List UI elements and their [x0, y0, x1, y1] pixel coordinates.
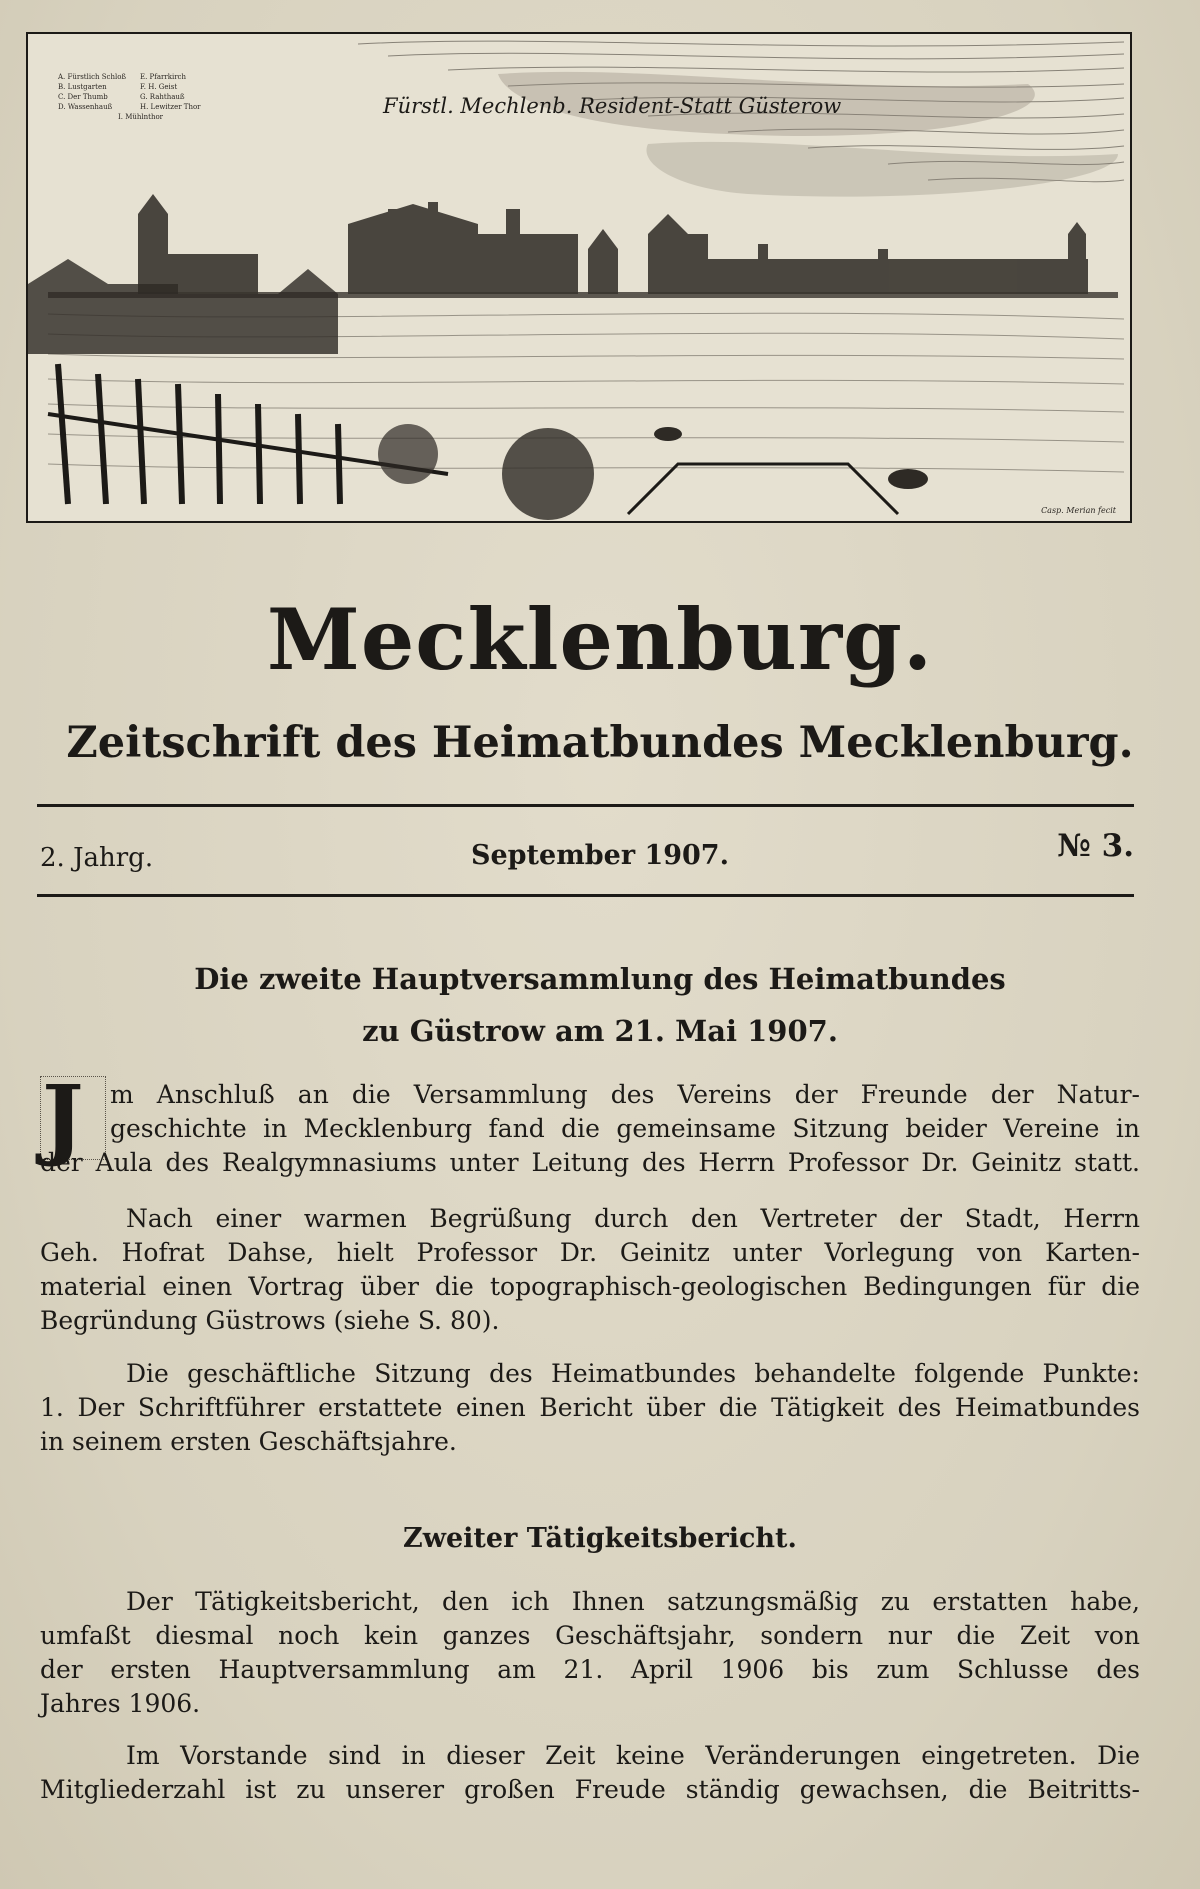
text-line: Geh. Hofrat Dahse, hielt Professor Dr. Geinitz unter Vorlegung von Karten-: [40, 1238, 1140, 1267]
text-line: 1. Der Schriftführer erstattete einen Bericht über die Tätigkeit des Heimatbundes: [40, 1393, 1140, 1422]
legend-entry: H. Lewitzer Thor: [140, 103, 201, 111]
paragraph-1-lines-1-2: [110, 1078, 1140, 1146]
legend-entry: F. H. Geist: [140, 83, 178, 91]
section-title: Zweiter Tätigkeitsbericht.: [403, 1523, 797, 1554]
text-line: Jahres 1906.: [40, 1689, 201, 1718]
article-headline-line1: Die zweite Hauptversammlung des Heimatbundes: [194, 962, 1006, 996]
volume-year: 2. Jahrg.: [40, 843, 154, 873]
legend-entry: C. Der Thumb: [58, 93, 108, 101]
legend-entry: D. Wassenhauß: [58, 103, 113, 111]
text-line: in seinem ersten Geschäftsjahre.: [40, 1427, 457, 1456]
text-line: der Aula des Realgymnasiums unter Leitung des Herrn Professor Dr. Geinitz statt.: [40, 1148, 1140, 1177]
text-line: Mitgliederzahl ist zu unserer großen Freude ständig gewachsen, die Beitritts-: [40, 1775, 1140, 1804]
top-rule: [37, 804, 1134, 807]
town-engraving: [26, 32, 1132, 523]
article-headline-line2: zu Güstrow am 21. Mai 1907.: [362, 1014, 838, 1048]
legend-entry: I. Mühlnthor: [118, 113, 164, 121]
legend-entry: A. Fürstlich Schloß: [58, 73, 127, 81]
issue-number: № 3.: [1057, 828, 1134, 864]
paragraph-4: [40, 1585, 1140, 1721]
legend-entry: G. Rahthauß: [140, 93, 185, 101]
paragraph-1-line-3: [40, 1146, 1140, 1180]
engraving-legend: [58, 72, 238, 122]
paragraph-3: [40, 1357, 1140, 1459]
text-line: Im Vorstande sind in dieser Zeit keine Veränderungen eingetreten. Die: [126, 1741, 1140, 1770]
legend-entry: B. Lustgarten: [58, 83, 107, 91]
text-line: Begründung Güstrows (siehe S. 80).: [40, 1306, 500, 1335]
paragraph-2: [40, 1202, 1140, 1338]
bottom-rule: [37, 894, 1134, 897]
legend-entry: E. Pfarrkirch: [140, 73, 186, 81]
text-line: material einen Vortrag über die topographisch-geologischen Bedingungen für die: [40, 1272, 1140, 1301]
text-line: umfaßt diesmal noch kein ganzes Geschäftsjahr, sondern nur die Zeit von: [40, 1621, 1140, 1650]
text-line: Nach einer warmen Begrüßung durch den Vertreter der Stadt, Herrn: [126, 1204, 1140, 1233]
issue-date: September 1907.: [470, 840, 729, 871]
text-line: der ersten Hauptversammlung am 21. April 1906 bis zum Schlusse des: [40, 1655, 1140, 1684]
text-line: m Anschluß an die Versammlung des Vereins der Freunde der Natur-: [110, 1080, 1140, 1109]
paragraph-5: [40, 1739, 1140, 1807]
text-line: Der Tätigkeitsbericht, den ich Ihnen satzungsmäßig zu erstatten habe,: [126, 1587, 1140, 1616]
journal-title: Mecklenburg.: [266, 590, 934, 689]
engraving-caption: Fürstl. Mechlenb. Resident-Statt Güsterow: [383, 94, 842, 118]
text-line: Die geschäftliche Sitzung des Heimatbundes behandelte folgende Punkte:: [126, 1359, 1140, 1388]
engraving-artist: Casp. Merian fecit: [1041, 506, 1116, 515]
dropcap-letter: J: [42, 1065, 84, 1169]
text-line: geschichte in Mecklenburg fand die gemeinsame Sitzung beider Vereine in: [110, 1114, 1140, 1143]
journal-subtitle: Zeitschrift des Heimatbundes Mecklenburg.: [66, 718, 1134, 768]
